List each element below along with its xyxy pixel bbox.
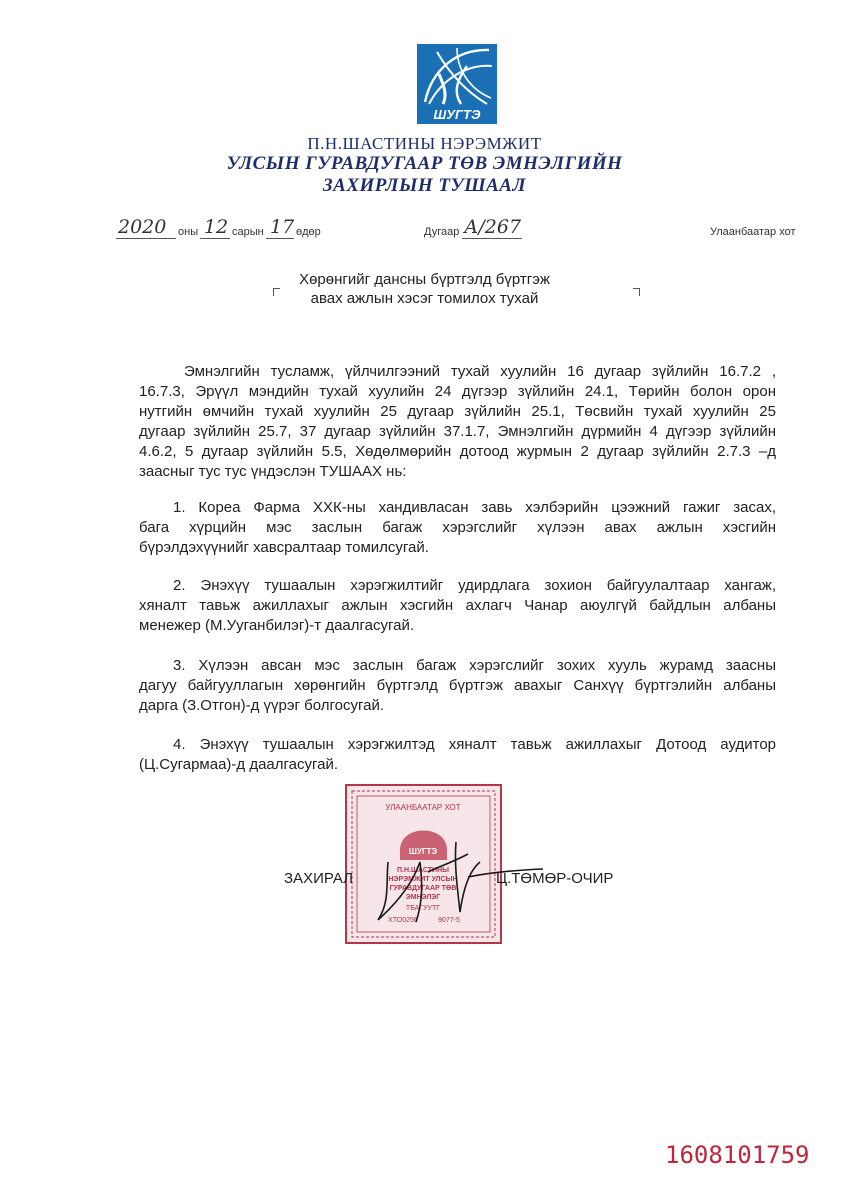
item-1-line: бага хүрцийн мэс заслын багаж хэрэгслийг хүлээн авах ажлын хэсгийн xyxy=(139,519,776,536)
document-serial-number: 1608101759 xyxy=(665,1141,810,1169)
stamp-code: ХТО0256 xyxy=(388,917,418,924)
date-month-suffix: сарын xyxy=(232,226,264,238)
item-1-line: бүрэлдэхүүнийг хавсралтаар томилсугай. xyxy=(139,539,429,556)
intro-line: дугаар зүйлийн 25.7, 37 дугаар зүйлийн 37.1.7, Эмнэлгийн дүрмийн 4 дүгээр зүйлийн xyxy=(139,423,776,440)
date-year: 2020 xyxy=(118,216,167,238)
item-2-line: хяналт тавьж ажиллахыг ажлын хэсгийн ахлагч Чанар аюулгүй байдлын албаны xyxy=(139,597,776,614)
stamp-top-text: УЛААНБААТАР ХОТ xyxy=(385,803,461,812)
intro-paragraph xyxy=(139,362,776,482)
date-day: 17 xyxy=(270,216,295,238)
item-3-line: 3. Хүлээн авсан мэс заслын багаж хэрэгслийг зохих хууль журамд заасны xyxy=(173,657,776,674)
item-4-line: 4. Энэхүү тушаалын хэрэгжилтэд хяналт тавьж ажиллахыг Дотоод аудитор xyxy=(173,736,776,753)
item-3-line: дарга (З.Отгон)-д үүрэг болгосугай. xyxy=(139,697,385,714)
item-4 xyxy=(139,735,776,775)
intro-line: 4.6.2, 5 дугаар зүйлийн 5.5, Хөдөлмөрийн дотоод журмын 2 дугаар зүйлийн 2.7.3 –д xyxy=(139,443,776,460)
header-line-3: ЗАХИРЛЫН ТУШААЛ xyxy=(323,175,526,196)
item-1-line: 1. Кореа Фарма ХХК-ны хандивласан завь хэлбэрийн цээжний гажиг засах, xyxy=(173,499,776,516)
signatory-title: ЗАХИРАЛ xyxy=(284,870,354,887)
year-underline xyxy=(116,238,176,239)
order-number: А/267 xyxy=(464,216,522,238)
day-underline xyxy=(266,238,294,239)
item-2-line: менежер (М.Ууганбилэг)-т даалгасугай. xyxy=(139,617,415,634)
intro-line: нутгийн өмчийн тухай хуулийн 25 дугаар зүйлийн 25.1, Төсвийн тухай хуулийн 25 xyxy=(139,403,776,420)
date-day-suffix: өдөр xyxy=(296,226,321,238)
stamp-line: НЭРЭМЖИТ УЛСЫН xyxy=(388,876,458,883)
item-2-line: 2. Энэхүү тушаалын хэрэгжилтийг удирдлага зохион байгуулалтаар хангаж, xyxy=(173,577,776,594)
stamp-bottom-text: ТБАГУУТГ xyxy=(405,905,441,912)
stamp-line: ГУРАВДУГААР ТӨВ xyxy=(389,885,457,892)
date-year-suffix: оны xyxy=(178,226,199,238)
header-line-2: УЛСЫН ГУРАВДУГААР ТӨВ ЭМНЭЛГИЙН xyxy=(226,153,623,174)
item-1 xyxy=(139,498,776,558)
stamp-logo-text: ШУГТЭ xyxy=(408,847,438,856)
stamp-line: П.Н.ШАСТИНЫ xyxy=(397,867,449,874)
intro-line: заасныг тус тус үндэслэн ТУШААХ нь: xyxy=(139,463,407,480)
logo-text: ШУГТЭ xyxy=(433,107,481,122)
subject-line-2: авах ажлын хэсэг томилох тухай xyxy=(310,290,539,307)
item-3 xyxy=(139,656,776,716)
subject-line-1: Хөрөнгийг дансны бүртгэлд бүртгэж xyxy=(299,271,550,288)
date-month: 12 xyxy=(204,216,229,238)
handwritten-signature xyxy=(368,832,548,932)
hospital-logo xyxy=(417,44,497,124)
stamp-line: ЭМНЭЛЭГ xyxy=(405,894,441,901)
item-2 xyxy=(139,576,776,636)
month-underline xyxy=(200,238,230,239)
header-line-1: П.Н.ШАСТИНЫ НЭРЭМЖИТ xyxy=(307,134,542,153)
number-underline xyxy=(462,238,522,239)
item-4-line: (Ц.Сугармаа)-д даалгасугай. xyxy=(139,756,339,773)
item-3-line: дагуу байгууллагын хөрөнгийн бүртгэлд бүртгэж авахыг Санхүү бүртгэлийн албаны xyxy=(139,677,776,694)
number-label: Дугаар xyxy=(424,226,460,238)
intro-line: 16.7.3, Эрүүл мэндийн тухай хуулийн 24 дүгээр зүйлийн 24.1, Төрийн болон орон xyxy=(139,383,776,400)
stamp-code-2: 9077-5 xyxy=(438,917,460,924)
signatory-name: Ц.ТӨМӨР-ОЧИР xyxy=(496,870,614,887)
city-label: Улаанбаатар хот xyxy=(710,226,796,238)
intro-line: Эмнэлгийн тусламж, үйлчилгээний тухай хуулийн 16 дугаар зүйлийн 16.7.2 , xyxy=(184,363,776,380)
